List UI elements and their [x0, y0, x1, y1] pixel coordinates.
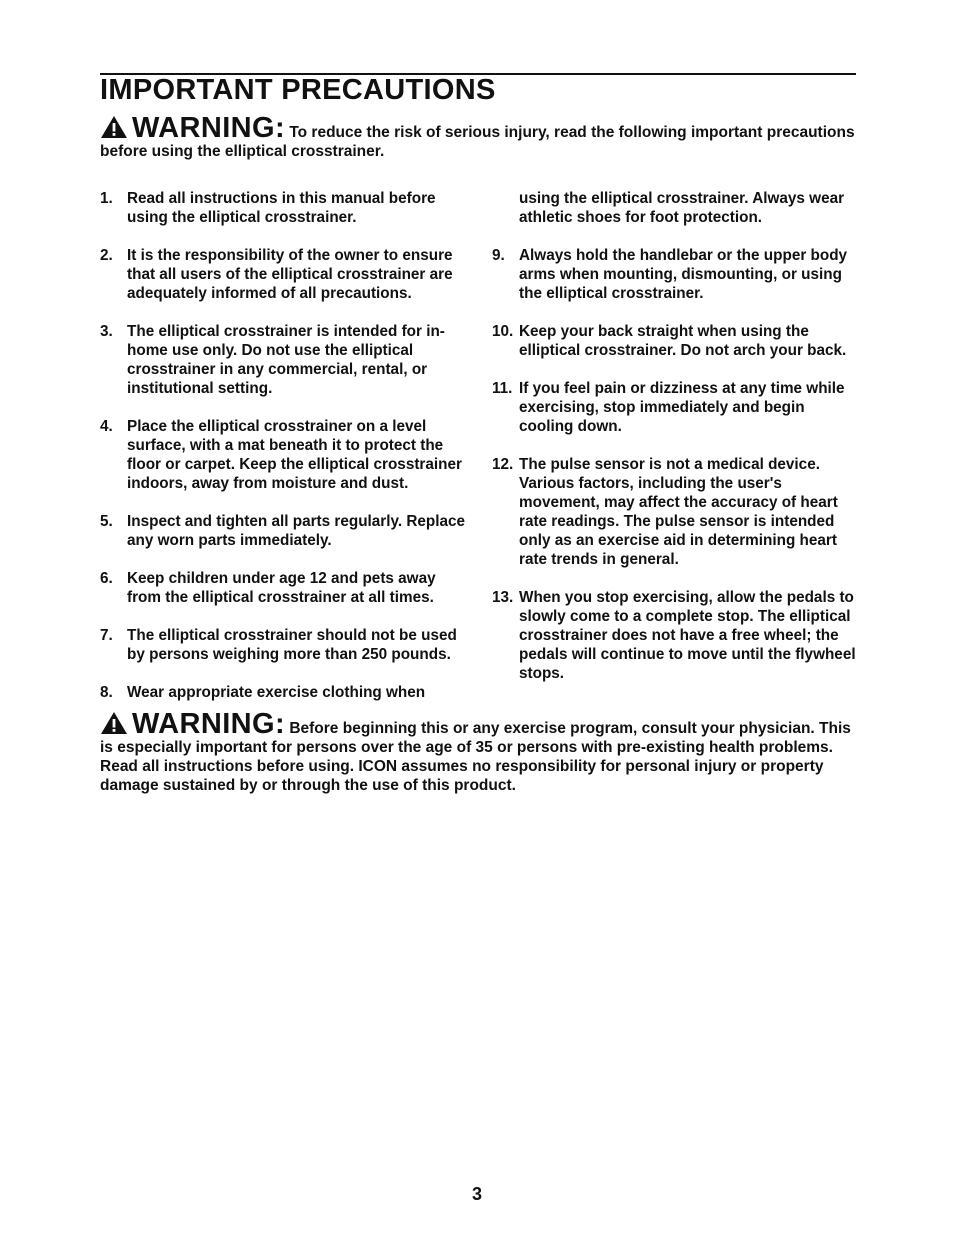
list-item: [492, 322, 862, 360]
item-text: If you feel pain or dizziness at any time while exercising, stop immediately and begin cooling down.: [519, 380, 845, 435]
item-text: It is the responsibility of the owner to ensure that all users of the elliptical crosstrainer are adequately informed of all precautions.: [127, 247, 453, 302]
item-text: Inspect and tighten all parts regularly. Replace any worn parts immediately.: [127, 513, 466, 549]
warning-triangle-icon: [100, 115, 128, 139]
item-number: 10.: [492, 323, 514, 340]
warning-word: WARNING:: [132, 708, 286, 740]
item-text: Keep your back straight when using the elliptical crosstrainer. Do not arch your back.: [519, 323, 847, 359]
item-number: 8.: [100, 684, 113, 701]
list-item: [100, 626, 470, 664]
item-number: 7.: [100, 627, 113, 644]
item-text: Keep children under age 12 and pets away from the elliptical crosstrainer at all times.: [127, 570, 436, 606]
item-text: Wear appropriate exercise clothing when: [127, 684, 426, 701]
warning-block-1: [100, 112, 860, 161]
item-number: 4.: [100, 418, 113, 435]
list-item: [100, 512, 470, 550]
item-text: Read all instructions in this manual before using the elliptical crosstrainer.: [127, 190, 436, 226]
item-number: 13.: [492, 589, 514, 606]
list-item: [100, 417, 470, 493]
list-item: [492, 455, 862, 569]
item-number: 11.: [492, 380, 513, 397]
list-item: [100, 322, 470, 398]
warning-triangle-icon: [100, 711, 128, 735]
warning-block-2: [100, 708, 860, 795]
item-number: 2.: [100, 247, 113, 264]
item-number: 6.: [100, 570, 113, 587]
list-item: [492, 588, 862, 683]
list-item: [100, 189, 470, 227]
list-item: [100, 246, 470, 303]
item-number: 9.: [492, 247, 505, 264]
item-text: Always hold the handlebar or the upper body arms when mounting, dismounting, or using the elliptical crosstrainer.: [519, 247, 848, 302]
warning-word: WARNING:: [132, 112, 286, 144]
item-text: When you stop exercising, allow the pedals to slowly come to a complete stop. The elliptical crosstrainer does not have a free wheel; the pedals will continue to move until the flywheel stops.: [519, 589, 856, 682]
list-item: [100, 569, 470, 607]
item-8-continuation: using the elliptical crosstrainer. Always wear athletic shoes for foot protection.: [519, 190, 845, 226]
item-number: 1.: [100, 190, 113, 207]
left-column: [100, 189, 470, 721]
right-column: [492, 189, 862, 702]
item-text: Place the elliptical crosstrainer on a level surface, with a mat beneath it to protect the floor or carpet. Keep the elliptical crosstrainer indoors, away from moisture and dust.: [127, 418, 462, 492]
list-item: [100, 683, 470, 702]
list-item: [492, 246, 862, 303]
item-text: The elliptical crosstrainer should not be used by persons weighing more than 250 pounds.: [127, 627, 457, 663]
page-title: IMPORTANT PRECAUTIONS: [100, 74, 496, 106]
warning-text: Before beginning this or any exercise program, consult your physician. This is especially important for persons over the age of 35 or persons with pre-existing health problems. Read all instructions before using. ICON assumes no responsibility for personal injury or property damage sustained by or through the use of this product.: [100, 720, 851, 794]
list-item: [492, 379, 862, 436]
item-number: 3.: [100, 323, 113, 340]
item-number: 5.: [100, 513, 113, 530]
item-number: 12.: [492, 456, 514, 473]
item-text: The elliptical crosstrainer is intended for in-home use only. Do not use the elliptical crosstrainer in any commercial, rental, or institutional setting.: [127, 323, 445, 397]
warning-text: To reduce the risk of serious injury, read the following important precautions before using the elliptical crosstrainer.: [100, 124, 855, 160]
item-text: The pulse sensor is not a medical device. Various factors, including the user's movement, may affect the accuracy of heart rate readings. The pulse sensor is intended only as an exercise aid in determining heart rate trends in general.: [519, 456, 838, 568]
page-number: 3: [471, 1184, 482, 1204]
